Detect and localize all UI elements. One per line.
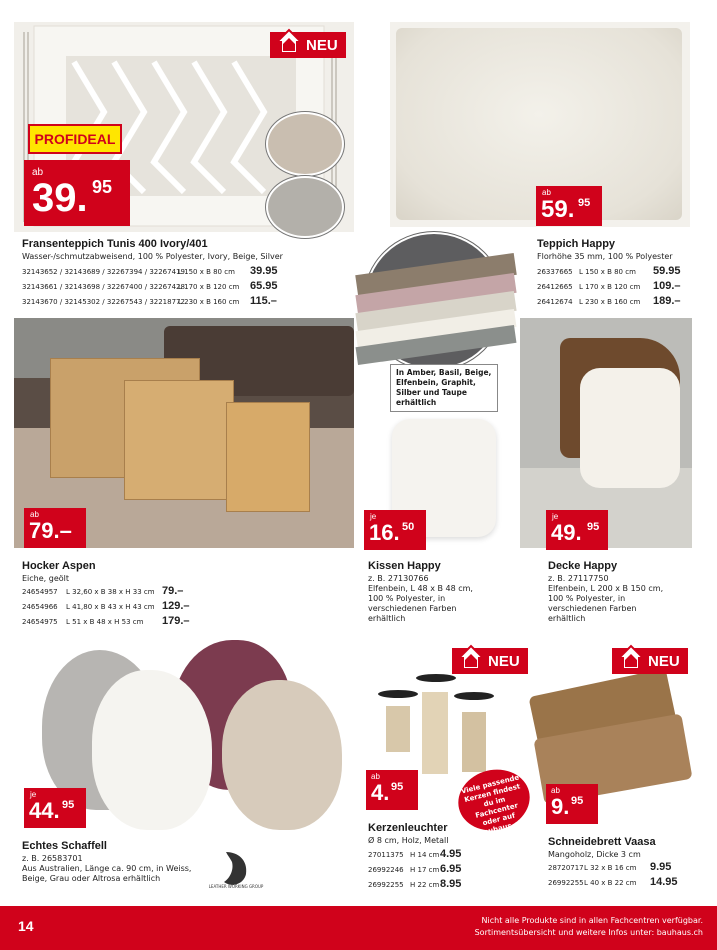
price-tag-kerzen: ab 4. 95 (366, 770, 418, 810)
price-row-tunis-3: 32143670 / 32145302 / 32267543 / 32218772 L 230 x B 160 cm 115.– (22, 295, 277, 307)
product-title-happy-rug: Teppich Happy (537, 238, 616, 250)
logo-lettering: LEATHER WORKING GROUP (208, 884, 264, 889)
swatch-silver (266, 176, 344, 238)
product-desc-kerzen: Ø 8 cm, Holz, Metall (368, 836, 449, 845)
product-title-schaffell: Echtes Schaffell (22, 840, 107, 852)
price-row-hocker-3: 24654975 L 51 x B 48 x H 53 cm 179.– (22, 615, 190, 627)
footer-note-1: Nicht alle Produkte sind in allen Fachcentren verfügbar. (481, 916, 703, 925)
product-title-decke: Decke Happy (548, 560, 618, 572)
neu-badge: NEU (270, 32, 346, 58)
price-row-kerzen-2: 26992246 H 17 cm 6.95 (368, 863, 462, 875)
price-row-happy-rug-2: 26412665 L 170 x B 120 cm 109.– (537, 280, 681, 292)
price-row-hocker-1: 24654957 L 32,60 x B 38 x H 33 cm 79.– (22, 585, 184, 597)
price-row-schneidebrett-2: 26992255 L 40 x B 22 cm 14.95 (548, 876, 678, 888)
price-row-happy-rug-3: 26412674 L 230 x B 160 cm 189.– (537, 295, 681, 307)
leather-working-group-logo (208, 848, 264, 890)
neu-badge: NEU (612, 648, 688, 674)
product-title-kissen: Kissen Happy (368, 560, 441, 572)
footer-bar (0, 906, 717, 950)
price-tag-kissen: je 16. 50 (364, 510, 426, 550)
product-desc-schneidebrett: Mangoholz, Dicke 3 cm (548, 850, 641, 859)
price-row-kerzen-1: 27011375 H 14 cm 4.95 (368, 848, 462, 860)
profideal-badge: PROFIDEAL (28, 124, 122, 154)
product-title-tunis: Fransenteppich Tunis 400 Ivory/401 (22, 238, 208, 250)
house-icon (456, 642, 486, 672)
footer-note-2: Sortimentsübersicht und weitere Infos unter: bauhaus.ch (474, 928, 703, 937)
price-row-tunis-2: 32143661 / 32143698 / 32267400 / 32267428 L 170 x B 120 cm 65.95 (22, 280, 278, 292)
product-desc-schaffell: z. B. 26583701 Aus Australien, Länge ca. 90 cm, in Weiss, Beige, Grau oder Altrosa erhältlich (22, 854, 192, 883)
product-title-kerzen: Kerzenleuchter (368, 822, 448, 834)
product-desc-happy-rug: Florhöhe 35 mm, 100 % Polyester (537, 252, 673, 261)
price-row-schneidebrett-1: 28720717 L 32 x B 16 cm 9.95 (548, 861, 672, 873)
product-desc-decke: z. B. 27117750 Elfenbein, L 200 x B 150 cm, 100 % Polyester, in verschiedenen Farben erhältlich (548, 574, 664, 623)
kerzen-note-badge: Viele passende Kerzen findest du im Fachcenter oder auf bauhaus.ch (452, 762, 536, 838)
price-tag-decke: je 49. 95 (546, 510, 608, 550)
price-tag-hocker: ab 79.– (24, 508, 86, 548)
page-number: 14 (18, 918, 34, 934)
product-desc-tunis: Wasser-/schmutzabweisend, 100 % Polyester, Ivory, Beige, Silver (22, 252, 283, 261)
price-tag-tunis: ab 39. 95 (24, 160, 130, 226)
price-tag-schneidebrett: ab 9. 95 (546, 784, 598, 824)
house-icon (616, 642, 646, 672)
swatch-beige (266, 112, 344, 176)
product-title-schneidebrett: Schneidebrett Vaasa (548, 836, 656, 848)
price-tag-schaffell: je 44. 95 (24, 788, 86, 828)
price-row-kerzen-3: 26992255 H 22 cm 8.95 (368, 878, 462, 890)
neu-badge: NEU (452, 648, 528, 674)
price-row-tunis-1: 32143652 / 32143689 / 32267394 / 32267419 L 150 x B 80 cm 39.95 (22, 265, 278, 277)
product-desc-hocker: Eiche, geölt (22, 574, 70, 583)
product-title-hocker: Hocker Aspen (22, 560, 96, 572)
house-icon (274, 26, 304, 56)
price-tag-happy-rug: ab 59. 95 (536, 186, 602, 226)
price-row-hocker-2: 24654966 L 41,80 x B 43 x H 43 cm 129.– (22, 600, 190, 612)
price-row-happy-rug-1: 26337665 L 150 x B 80 cm 59.95 (537, 265, 681, 277)
product-desc-kissen: z. B. 27130766 Elfenbein, L 48 x B 48 cm, 100 % Polyester, in verschiedenen Farben erhältlich (368, 574, 473, 623)
rug-colors-note: In Amber, Basil, Beige, Elfenbein, Graphit, Silber und Taupe erhältlich (390, 364, 498, 412)
rug-colors-circle (364, 232, 504, 370)
